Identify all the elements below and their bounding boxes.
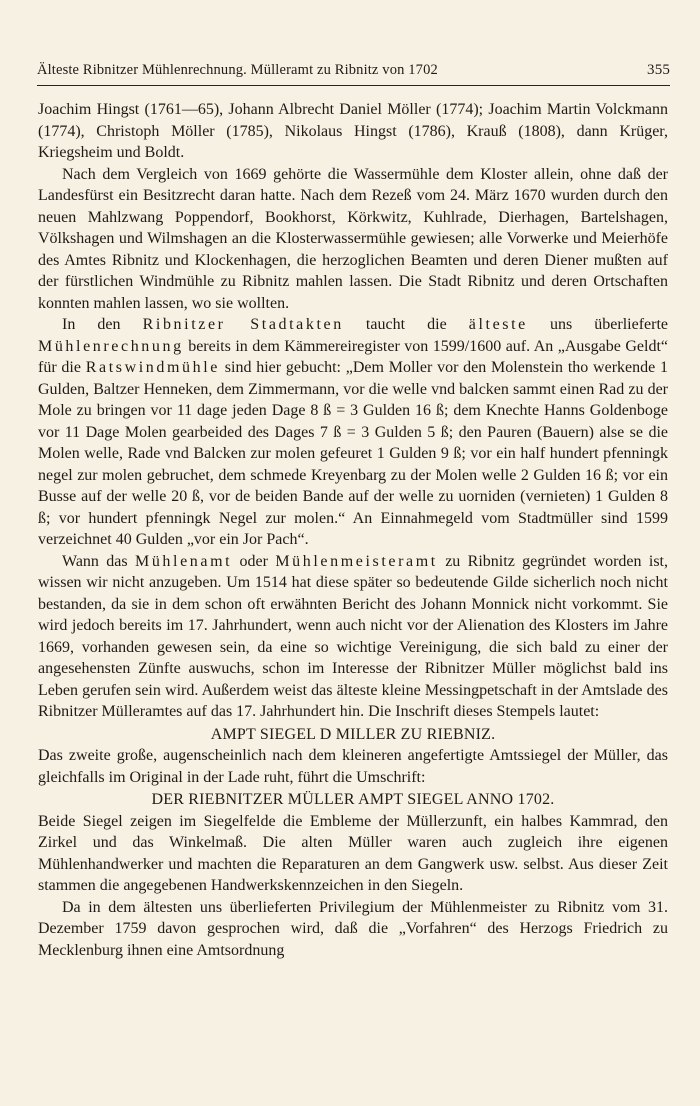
spaced-term: Ribnitzer Stadtakten — [142, 316, 344, 333]
page-number: 355 — [647, 62, 670, 78]
spaced-term: Mühlenamt — [135, 552, 233, 570]
paragraph-6: Beide Siegel zeigen im Siegelfelde die Embleme der Müllerzunft, ein halbes Kammrad, den Zirkel und das Winkelmaß. Die alten Müller waren auch zugleich ihre eigenen Mühlenhandwerker und machten die Reparaturen an dem Gangwerk usw. selbst. Aus dieser Zeit stammen die angegebenen Handwerkskennzeichen in den Siegeln. — [38, 812, 668, 894]
text-run: bereits in dem Kämmereiregister von 1599/1600 auf. An „Ausgabe Geldt“ für die — [38, 337, 668, 376]
seal-inscription-2: DER RIEBNITZER MÜLLER AMPT SIEGEL ANNO 1702. — [151, 791, 555, 808]
paragraph-2: Nach dem Vergleich von 1669 gehörte die Wassermühle dem Kloster allein, ohne daß der Landesfürst ein Besitzrecht daran hatte. Nach dem Rezeß vom 24. März 1670 wurden durch den neuen Mahlzwang Poppendorf, Bookhorst, Körkwitz, Kuhlrade, Dierhagen, Bartelshagen, Völkshagen und Wilmshagen an die Klosterwassermühle gewiesen; alle Vorwerke und Meierhöfe des Amtes Ribnitz und Klockenhagen, die herzoglichen Beamten und deren Diener mußten auf der fürstlichen Windmühle zu Ribnitz mahlen lassen. Die Stadt Ribnitz und deren Ortschaften konnten mahlen lassen, wo sie wollten. — [38, 165, 668, 312]
paragraph-4 — [38, 551, 668, 723]
text-run: taucht die — [343, 316, 469, 333]
spaced-term: Mühlenmeisteramt — [275, 552, 438, 570]
text-run: Wann das — [62, 552, 135, 570]
paragraph-7: Da in dem ältesten uns überlieferten Privilegium der Mühlenmeister zu Ribnitz vom 31. Dezember 1759 davon gesprochen wird, daß die „Vorfahren“ des Herzogs Friedrich zu Mecklenburg ihnen eine Amtsordnung — [38, 898, 668, 959]
seal-inscription-1: AMPT SIEGEL D MILLER ZU RIEBNIZ. — [210, 725, 496, 743]
text-run: oder — [232, 552, 276, 570]
text-run: zu Ribnitz gegründet worden ist, wissen wir nicht anzugeben. Um 1514 hat diese später so bedeutende Gilde sicherlich noch nicht bestanden, da sie in dem schon oft erwähnten Bericht des Johann Monnick nicht vorkommt. Sie wird jedoch bereits im 17. Jahrhundert, wenn auch nicht vor der Alienation des Klosters im Jahre 1669, vorhanden gewesen sein, da eine so wichtige Vereinigung, die sich bald zu einer der angesehensten Zünfte auswuchs, schon im Interesse der Ribnitzer Müller möglichst bald ins Leben gerufen sein wird. Außerdem weist das älteste kleine Messingpetschaft in der Amtslade des Ribnitzer Mülleramtes auf das 17. Jahrhundert hin. Die Inschrift dieses Stempels lautet: — [38, 552, 668, 720]
body-text — [38, 99, 668, 961]
running-title: Älteste Ribnitzer Mühlenrechnung. Mülleramt zu Ribnitz von 1702 — [37, 62, 438, 78]
spaced-term: Mühlenrechnung — [38, 337, 184, 355]
text-run: In den — [62, 316, 143, 333]
spaced-term: älteste — [468, 316, 528, 333]
text-run: sind hier gebucht: „Dem Moller vor den Molenstein tho werkende 1 Gulden, Baltzer Henneken, dem Zimmermann, vor die welle vnd balcken sammt einen Rad zu der Mole zu bringen vor 11 dage jeden Dage 8 ß = 3 Gulden 16 ß; dem Knechte Hanns Goldenboge vor 11 Dage Molen gearbeided des Dages 7 ß = 3 Gulden 5 ß; den Pauren (Bauern) alse se die Molen welle, Rade vnd Balcken zur molen gefeuret 1 Gulden 9 ß; vor ein half hundert pfenningk negel zur molen gebruchet, dem schmede Kreyenbarg zu der Molen welle 2 Gulden 16 ß; vor ein Busse auf der welle 20 ß, vor de beiden Bande auf der welle zu uorniden (vernieten) 1 Gulden 8 ß; vor hundert pfenningk Negel zur molen.“ An Einnahmegeld vom Stadtmüller sind 1599 verzeichnet 40 Gulden „vor ein Jor Pach“. — [38, 359, 669, 548]
spaced-term: Ratswindmühle — [85, 359, 221, 376]
text-run: uns überlieferte — [527, 316, 669, 333]
paragraph-3 — [38, 314, 668, 551]
paragraph-1: Joachim Hingst (1761—65), Johann Albrecht Daniel Möller (1774); Joachim Martin Volckmann (1774), Christoph Möller (1785), Nikolaus Hingst (1786), Krauß (1808), dann Krüger, Kriegsheim und Boldt. — [38, 101, 668, 161]
paragraph-5: Das zweite große, augenscheinlich nach dem kleineren angefertigte Amtssiegel der Müller, das gleichfalls im Original in der Lade ruht, führt die Umschrift: — [38, 747, 668, 786]
running-header — [37, 62, 670, 84]
header-rule — [37, 85, 670, 86]
